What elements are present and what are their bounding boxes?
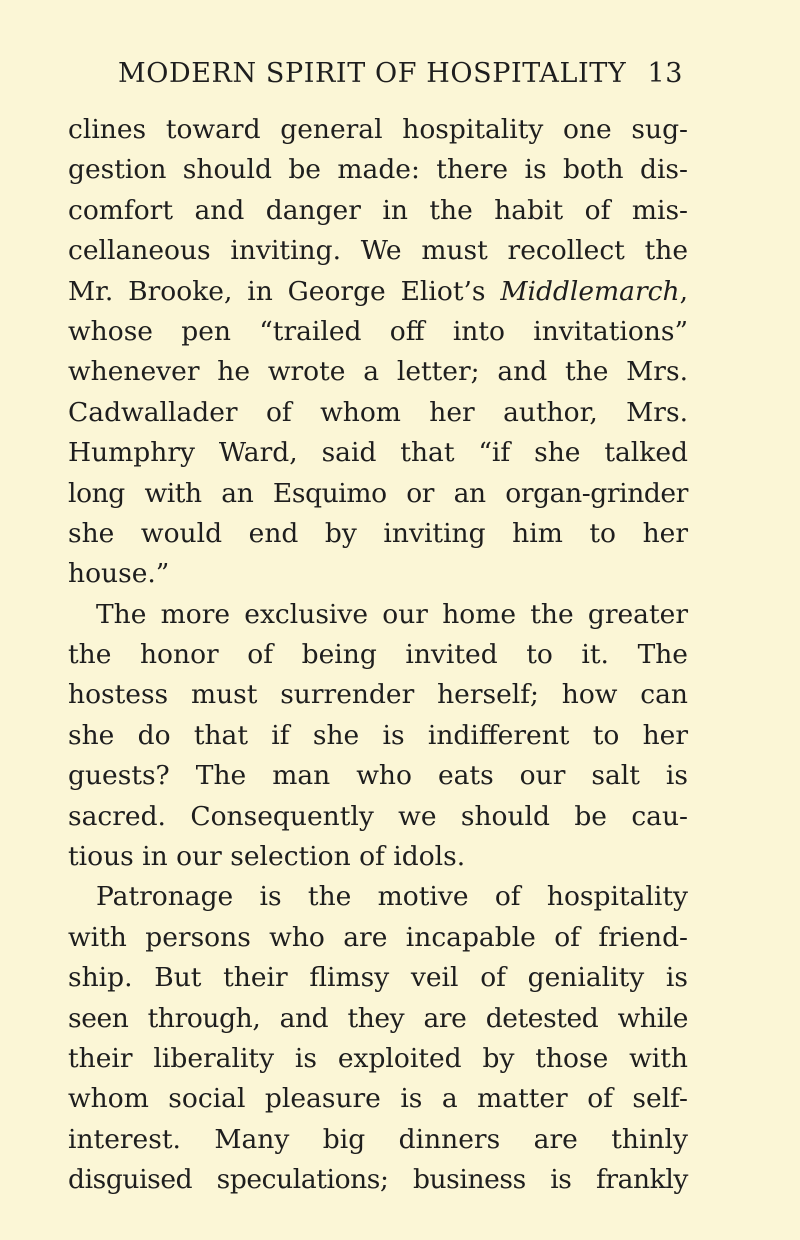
text-line: cellaneous inviting. We must recollect the xyxy=(68,235,688,267)
paragraph-start-line: Patronage is the motive of hospitality xyxy=(96,881,688,913)
text-line: their liberality is exploited by those with xyxy=(68,1042,688,1074)
text-line: interest. Many big dinners are thinly xyxy=(68,1123,688,1155)
text-line: whose pen “trailed off into invitations” xyxy=(68,315,688,347)
text-line: clines toward general hospitality one sug- xyxy=(68,114,688,145)
text-line: disguised speculations; business is frankly xyxy=(68,1164,688,1196)
text-line: comfort and danger in the habit of mis- xyxy=(68,194,688,226)
text-segment: , xyxy=(679,275,688,307)
text-line: she do that if she is indifferent to her xyxy=(68,719,688,751)
running-title: MODERN SPIRIT OF HOSPITALITY xyxy=(118,58,627,89)
text-segment: Mr. Brooke, in George Eliot’s xyxy=(68,275,501,307)
text-line: whenever he wrote a letter; and the Mrs. xyxy=(68,356,688,388)
text-line: ship. But their flimsy veil of geniality is xyxy=(68,962,688,994)
text-line: gestion should be made: there is both dis- xyxy=(68,154,688,186)
text-line: Cadwallader of whom her author, Mrs. xyxy=(68,396,688,428)
text-line: sacred. Consequently we should be cau- xyxy=(68,800,688,832)
text-line: seen through, and they are detested while xyxy=(68,1002,688,1034)
text-line: long with an Esquimo or an organ-grinder xyxy=(68,477,688,509)
text-line: Humphry Ward, said that “if she talked xyxy=(68,437,688,469)
paragraph-start-line: The more exclusive our home the greater xyxy=(96,598,688,630)
page-number: 13 xyxy=(647,58,683,89)
text-line: guests? The man who eats our salt is xyxy=(68,760,688,792)
text-line: tious in our selection of idols. xyxy=(68,841,466,873)
text-line: whom social pleasure is a matter of self- xyxy=(68,1083,688,1115)
text-line: with persons who are incapable of friend- xyxy=(68,921,688,953)
text-line: hostess must surrender herself; how can xyxy=(68,679,688,711)
book-title-italic: Middlemarch xyxy=(500,275,680,307)
running-head xyxy=(118,58,683,98)
text-line: the honor of being invited to it. The xyxy=(68,639,688,671)
text-line-with-italic-title xyxy=(68,272,688,312)
text-line: she would end by inviting him to her xyxy=(68,517,688,549)
text-line: house.” xyxy=(68,558,170,590)
body-text xyxy=(68,110,688,1201)
